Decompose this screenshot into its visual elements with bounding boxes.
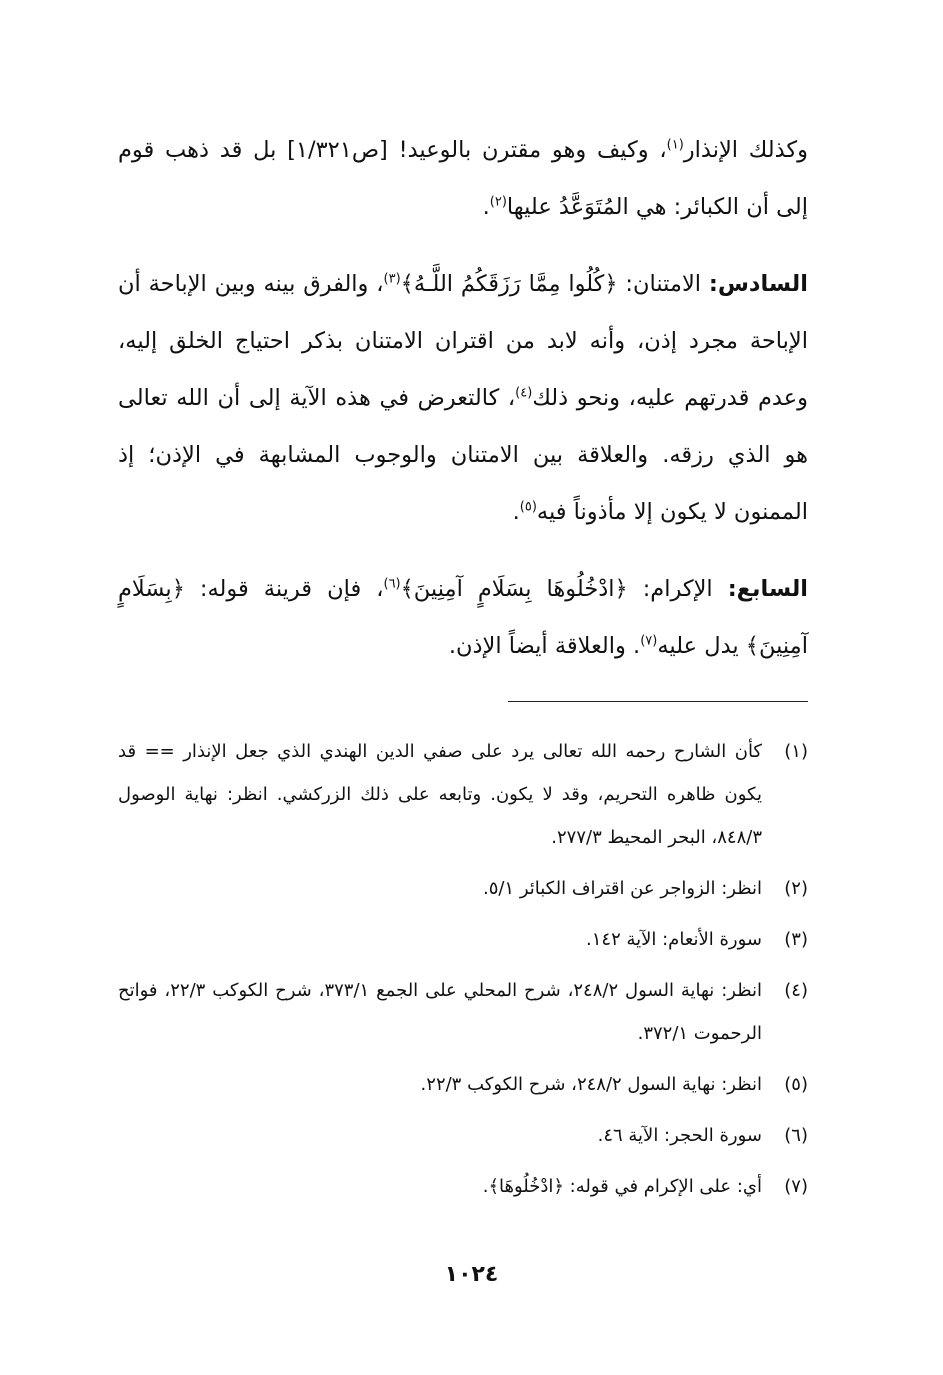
footnote-item [118,867,808,910]
footnote-item [118,1165,808,1208]
footnote-ref[interactable]: (٥) [519,499,537,515]
footnote-number: (٧) [784,1176,808,1197]
paragraph-text: ، كالتعرض في هذه الآية إلى أن الله تعالى هو الذي رزقه. والعلاقة بين الامتنان والوجوب المشابهة في الإذن؛ إذ الممنون لا يكون إلا مأذوناً فيه [118,385,808,525]
paragraph-sixth [118,256,808,541]
footnote-item [118,969,808,1055]
paragraph-text: الإكرام: ﴿ادْخُلُوهَا بِسَلَامٍ آمِنِينَ﴾ [400,576,728,602]
footnote-text: انظر: نهاية السول ٢٤٨/٢، شرح الكوكب ٢٢/٣. [420,1074,762,1095]
paragraph-text: ، والفرق بينه وبين الإباحة أن الإباحة مجرد إذن، وأنه لابد من اقتران الامتنان بذكر احتياج الخلق إليه، وعدم قدرتهم عليه، ونحو ذلك [118,271,808,411]
footnote-ref[interactable]: (١) [666,137,684,153]
footnote-ref[interactable]: (٤) [515,385,533,401]
footnote-number: (٦) [784,1125,808,1146]
footnote-text: سورة الحجر: الآية ٤٦. [597,1125,762,1146]
footnote-item [118,918,808,961]
footnotes-list [118,730,808,1208]
footnote-ref[interactable]: (٣) [383,271,401,287]
footnote-text: أي: على الإكرام في قوله: ﴿ادْخُلُوهَا﴾. [482,1176,762,1197]
footnote-number: (٥) [784,1074,808,1095]
footnote-divider [508,701,808,702]
footnote-number: (٤) [784,980,808,1001]
footnote-ref[interactable]: (٦) [383,576,401,592]
paragraph-text: . [482,194,490,220]
footnote-number: (٢) [784,878,808,899]
footnote-text: انظر: نهاية السول ٢٤٨/٢، شرح المحلي على الجمع ٣٧٣/١، شرح الكوكب ٢٢/٣، فواتح الرحموت ٣٧٢/١. [118,980,762,1044]
paragraph-warning [118,122,808,236]
footnote-item [118,730,808,859]
footnote-item [118,1063,808,1106]
footnote-item [118,1114,808,1157]
paragraph-text: ، فإن قرينة قوله: ﴿بِسَلَامٍ آمِنِينَ﴾ يدل عليه [118,576,808,659]
footnote-number: (١) [784,741,808,762]
footnote-number: (٣) [784,929,808,950]
paragraph-seventh [118,561,808,675]
footnote-ref[interactable]: (٢) [489,194,507,210]
footnote-ref[interactable]: (٧) [640,633,658,649]
page-number: ١٠٢٤ [444,1262,499,1287]
paragraph-text: الامتنان: ﴿كُلُوا مِمَّا رَزَقَكُمُ اللَّـهُ﴾ [400,271,709,297]
footnote-text: انظر: الزواجر عن اقتراف الكبائر ٥/١. [482,878,762,899]
footnote-text: سورة الأنعام: الآية ١٤٢. [586,929,762,950]
footnote-text: كأن الشارح رحمه الله تعالى يرد على صفي الدين الهندي الذي جعل الإنذار == قد يكون ظاهره التحريم، وقد لا يكون. وتابعه على ذلك الزركشي. انظر: نهاية الوصول ٨٤٨/٣، البحر المحيط ٢٧٧/٣. [118,741,762,848]
section-heading: السادس: [708,271,808,297]
paragraph-text: وكذلك الإنذار [683,137,808,163]
paragraph-text: . والعلاقة أيضاً الإذن. [448,633,641,659]
paragraph-text: ، وكيف وهو مقترن بالوعيد! [ص١/٣٢١] بل قد ذهب قوم إلى أن الكبائر: هي المُتَوَعَّدُ عليها [118,137,808,220]
paragraph-text: . [512,499,520,525]
page-body [118,122,808,1312]
section-heading: السابع: [727,576,809,602]
